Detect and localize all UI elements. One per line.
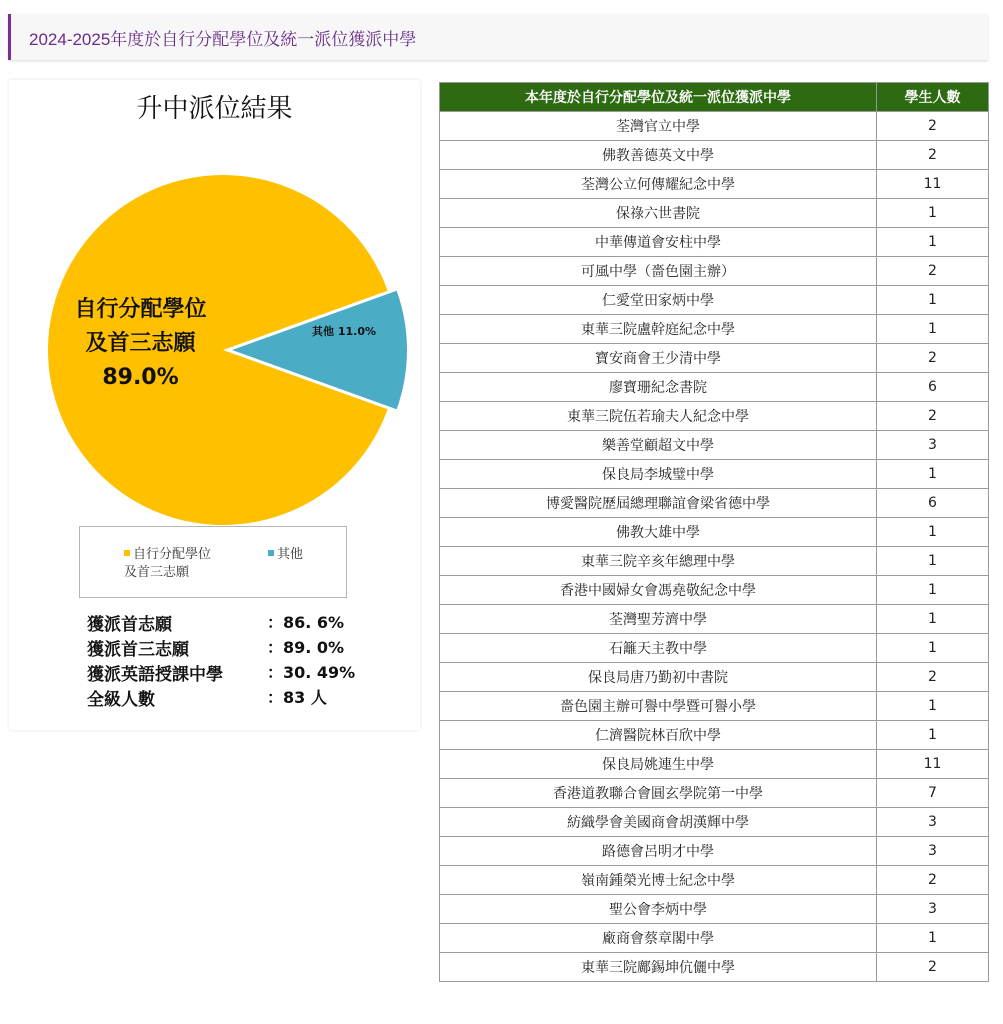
- stat-row: [87, 635, 407, 660]
- stat-row: [87, 610, 407, 635]
- legend-label-main-line1: 自行分配學位: [133, 547, 212, 562]
- school-name-cell: 東華三院盧幹庭紀念中學: [440, 315, 877, 344]
- stat-value: ：30. 49%: [267, 663, 356, 682]
- table-row: [440, 692, 989, 721]
- school-name-cell: 廖寶珊紀念書院: [440, 373, 877, 402]
- stat-value: ：83 人: [267, 688, 327, 707]
- table-row: [440, 170, 989, 199]
- table-row: [440, 286, 989, 315]
- table-header-row: [440, 83, 989, 112]
- column-header-school: 本年度於自行分配學位及統一派位獲派中學: [440, 83, 877, 112]
- school-name-cell: 聖公會李炳中學: [440, 895, 877, 924]
- school-name-cell: 荃灣公立何傳耀紀念中學: [440, 170, 877, 199]
- student-count-cell: 3: [877, 837, 989, 866]
- school-name-cell: 東華三院鄺錫坤伉儷中學: [440, 953, 877, 982]
- student-count-cell: 1: [877, 634, 989, 663]
- school-name-cell: 荃灣官立中學: [440, 112, 877, 141]
- stat-label: 獲派英語授課中學: [87, 665, 223, 685]
- chart-title: 升中派位結果: [136, 94, 293, 124]
- student-count-cell: 1: [877, 924, 989, 953]
- student-count-cell: 2: [877, 866, 989, 895]
- table-row: [440, 808, 989, 837]
- stat-label: 獲派首三志願: [87, 640, 189, 660]
- student-count-cell: 1: [877, 605, 989, 634]
- student-count-cell: 6: [877, 489, 989, 518]
- student-count-cell: 7: [877, 779, 989, 808]
- student-count-cell: 1: [877, 518, 989, 547]
- table-row: [440, 779, 989, 808]
- student-count-cell: 1: [877, 547, 989, 576]
- school-name-cell: 保良局李城璧中學: [440, 460, 877, 489]
- student-count-cell: 1: [877, 692, 989, 721]
- student-count-cell: 1: [877, 199, 989, 228]
- student-count-cell: 2: [877, 257, 989, 286]
- stat-label: 獲派首志願: [87, 615, 172, 635]
- table-row: [440, 750, 989, 779]
- school-name-cell: 保良局唐乃勤初中書院: [440, 663, 877, 692]
- table-row: [440, 141, 989, 170]
- student-count-cell: 3: [877, 808, 989, 837]
- school-name-cell: 紡織學會美國商會胡漢輝中學: [440, 808, 877, 837]
- school-name-cell: 香港道教聯合會圓玄學院第一中學: [440, 779, 877, 808]
- school-name-cell: 嗇色園主辦可譽中學暨可譽小學: [440, 692, 877, 721]
- student-count-cell: 1: [877, 315, 989, 344]
- table-row: [440, 344, 989, 373]
- table-row: [440, 257, 989, 286]
- table-row: [440, 373, 989, 402]
- table-row: [440, 837, 989, 866]
- student-count-cell: 1: [877, 576, 989, 605]
- student-count-cell: 1: [877, 721, 989, 750]
- pie-label-other: 其他 11.0%: [312, 325, 376, 338]
- school-name-cell: 廠商會蔡章閣中學: [440, 924, 877, 953]
- stat-label: 全級人數: [87, 690, 155, 710]
- results-panel: [9, 80, 420, 730]
- stat-row: [87, 685, 407, 710]
- table-row: [440, 112, 989, 141]
- school-name-cell: 可風中學（嗇色園主辦）: [440, 257, 877, 286]
- table-row: [440, 547, 989, 576]
- chart-legend: [79, 526, 347, 598]
- school-name-cell: 保祿六世書院: [440, 199, 877, 228]
- student-count-cell: 2: [877, 402, 989, 431]
- table-row: [440, 866, 989, 895]
- table-row: [440, 721, 989, 750]
- table-row: [440, 489, 989, 518]
- student-count-cell: 1: [877, 228, 989, 257]
- school-name-cell: 仁濟醫院林百欣中學: [440, 721, 877, 750]
- stats-list: [87, 610, 407, 710]
- column-header-count: 學生人數: [877, 83, 989, 112]
- student-count-cell: 6: [877, 373, 989, 402]
- school-name-cell: 仁愛堂田家炳中學: [440, 286, 877, 315]
- student-count-cell: 3: [877, 431, 989, 460]
- student-count-cell: 3: [877, 895, 989, 924]
- legend-label-other: 其他: [277, 547, 304, 562]
- legend-swatch-other: [268, 550, 274, 556]
- school-name-cell: 路德會呂明才中學: [440, 837, 877, 866]
- table-row: [440, 953, 989, 982]
- student-count-cell: 2: [877, 112, 989, 141]
- table-row: [440, 924, 989, 953]
- student-count-cell: 2: [877, 141, 989, 170]
- legend-item-main: [124, 546, 211, 582]
- pie-label-main: [53, 293, 228, 395]
- student-count-cell: 1: [877, 286, 989, 315]
- student-count-cell: 11: [877, 170, 989, 199]
- pie-label-main-line2: 及首三志願: [85, 331, 196, 356]
- table-row: [440, 460, 989, 489]
- table-row: [440, 199, 989, 228]
- stat-value: ：86. 6%: [267, 613, 345, 632]
- school-name-cell: 嶺南鍾榮光博士紀念中學: [440, 866, 877, 895]
- table-row: [440, 576, 989, 605]
- school-name-cell: 保良局姚連生中學: [440, 750, 877, 779]
- stat-row: [87, 660, 407, 685]
- stat-value: ：89. 0%: [267, 638, 345, 657]
- student-count-cell: 11: [877, 750, 989, 779]
- school-name-cell: 博愛醫院歷屆總理聯誼會梁省德中學: [440, 489, 877, 518]
- table-row: [440, 895, 989, 924]
- school-name-cell: 東華三院伍若瑜夫人紀念中學: [440, 402, 877, 431]
- table-row: [440, 431, 989, 460]
- school-table: [439, 82, 989, 982]
- table-row: [440, 518, 989, 547]
- page-header: [8, 14, 988, 60]
- page-title: 2024-2025年度於自行分配學位及統一派位獲派中學: [29, 30, 417, 49]
- pie-label-main-line1: 自行分配學位: [74, 297, 207, 322]
- legend-item-other: [268, 546, 303, 564]
- school-name-cell: 佛教大雄中學: [440, 518, 877, 547]
- student-count-cell: 2: [877, 953, 989, 982]
- table-row: [440, 605, 989, 634]
- school-name-cell: 香港中國婦女會馮堯敬紀念中學: [440, 576, 877, 605]
- student-count-cell: 2: [877, 344, 989, 373]
- table-row: [440, 663, 989, 692]
- table-row: [440, 402, 989, 431]
- student-count-cell: 1: [877, 460, 989, 489]
- legend-label-main-line2: 及首三志願: [124, 565, 190, 580]
- school-name-cell: 樂善堂顧超文中學: [440, 431, 877, 460]
- school-name-cell: 寶安商會王少清中學: [440, 344, 877, 373]
- school-name-cell: 荃灣聖芳濟中學: [440, 605, 877, 634]
- school-name-cell: 東華三院辛亥年總理中學: [440, 547, 877, 576]
- pie-label-main-value: 89.0%: [102, 365, 179, 390]
- school-name-cell: 佛教善德英文中學: [440, 141, 877, 170]
- table-row: [440, 634, 989, 663]
- student-count-cell: 2: [877, 663, 989, 692]
- table-row: [440, 315, 989, 344]
- table-row: [440, 228, 989, 257]
- legend-swatch-main: [124, 550, 130, 556]
- school-name-cell: 中華傳道會安柱中學: [440, 228, 877, 257]
- school-name-cell: 石籬天主教中學: [440, 634, 877, 663]
